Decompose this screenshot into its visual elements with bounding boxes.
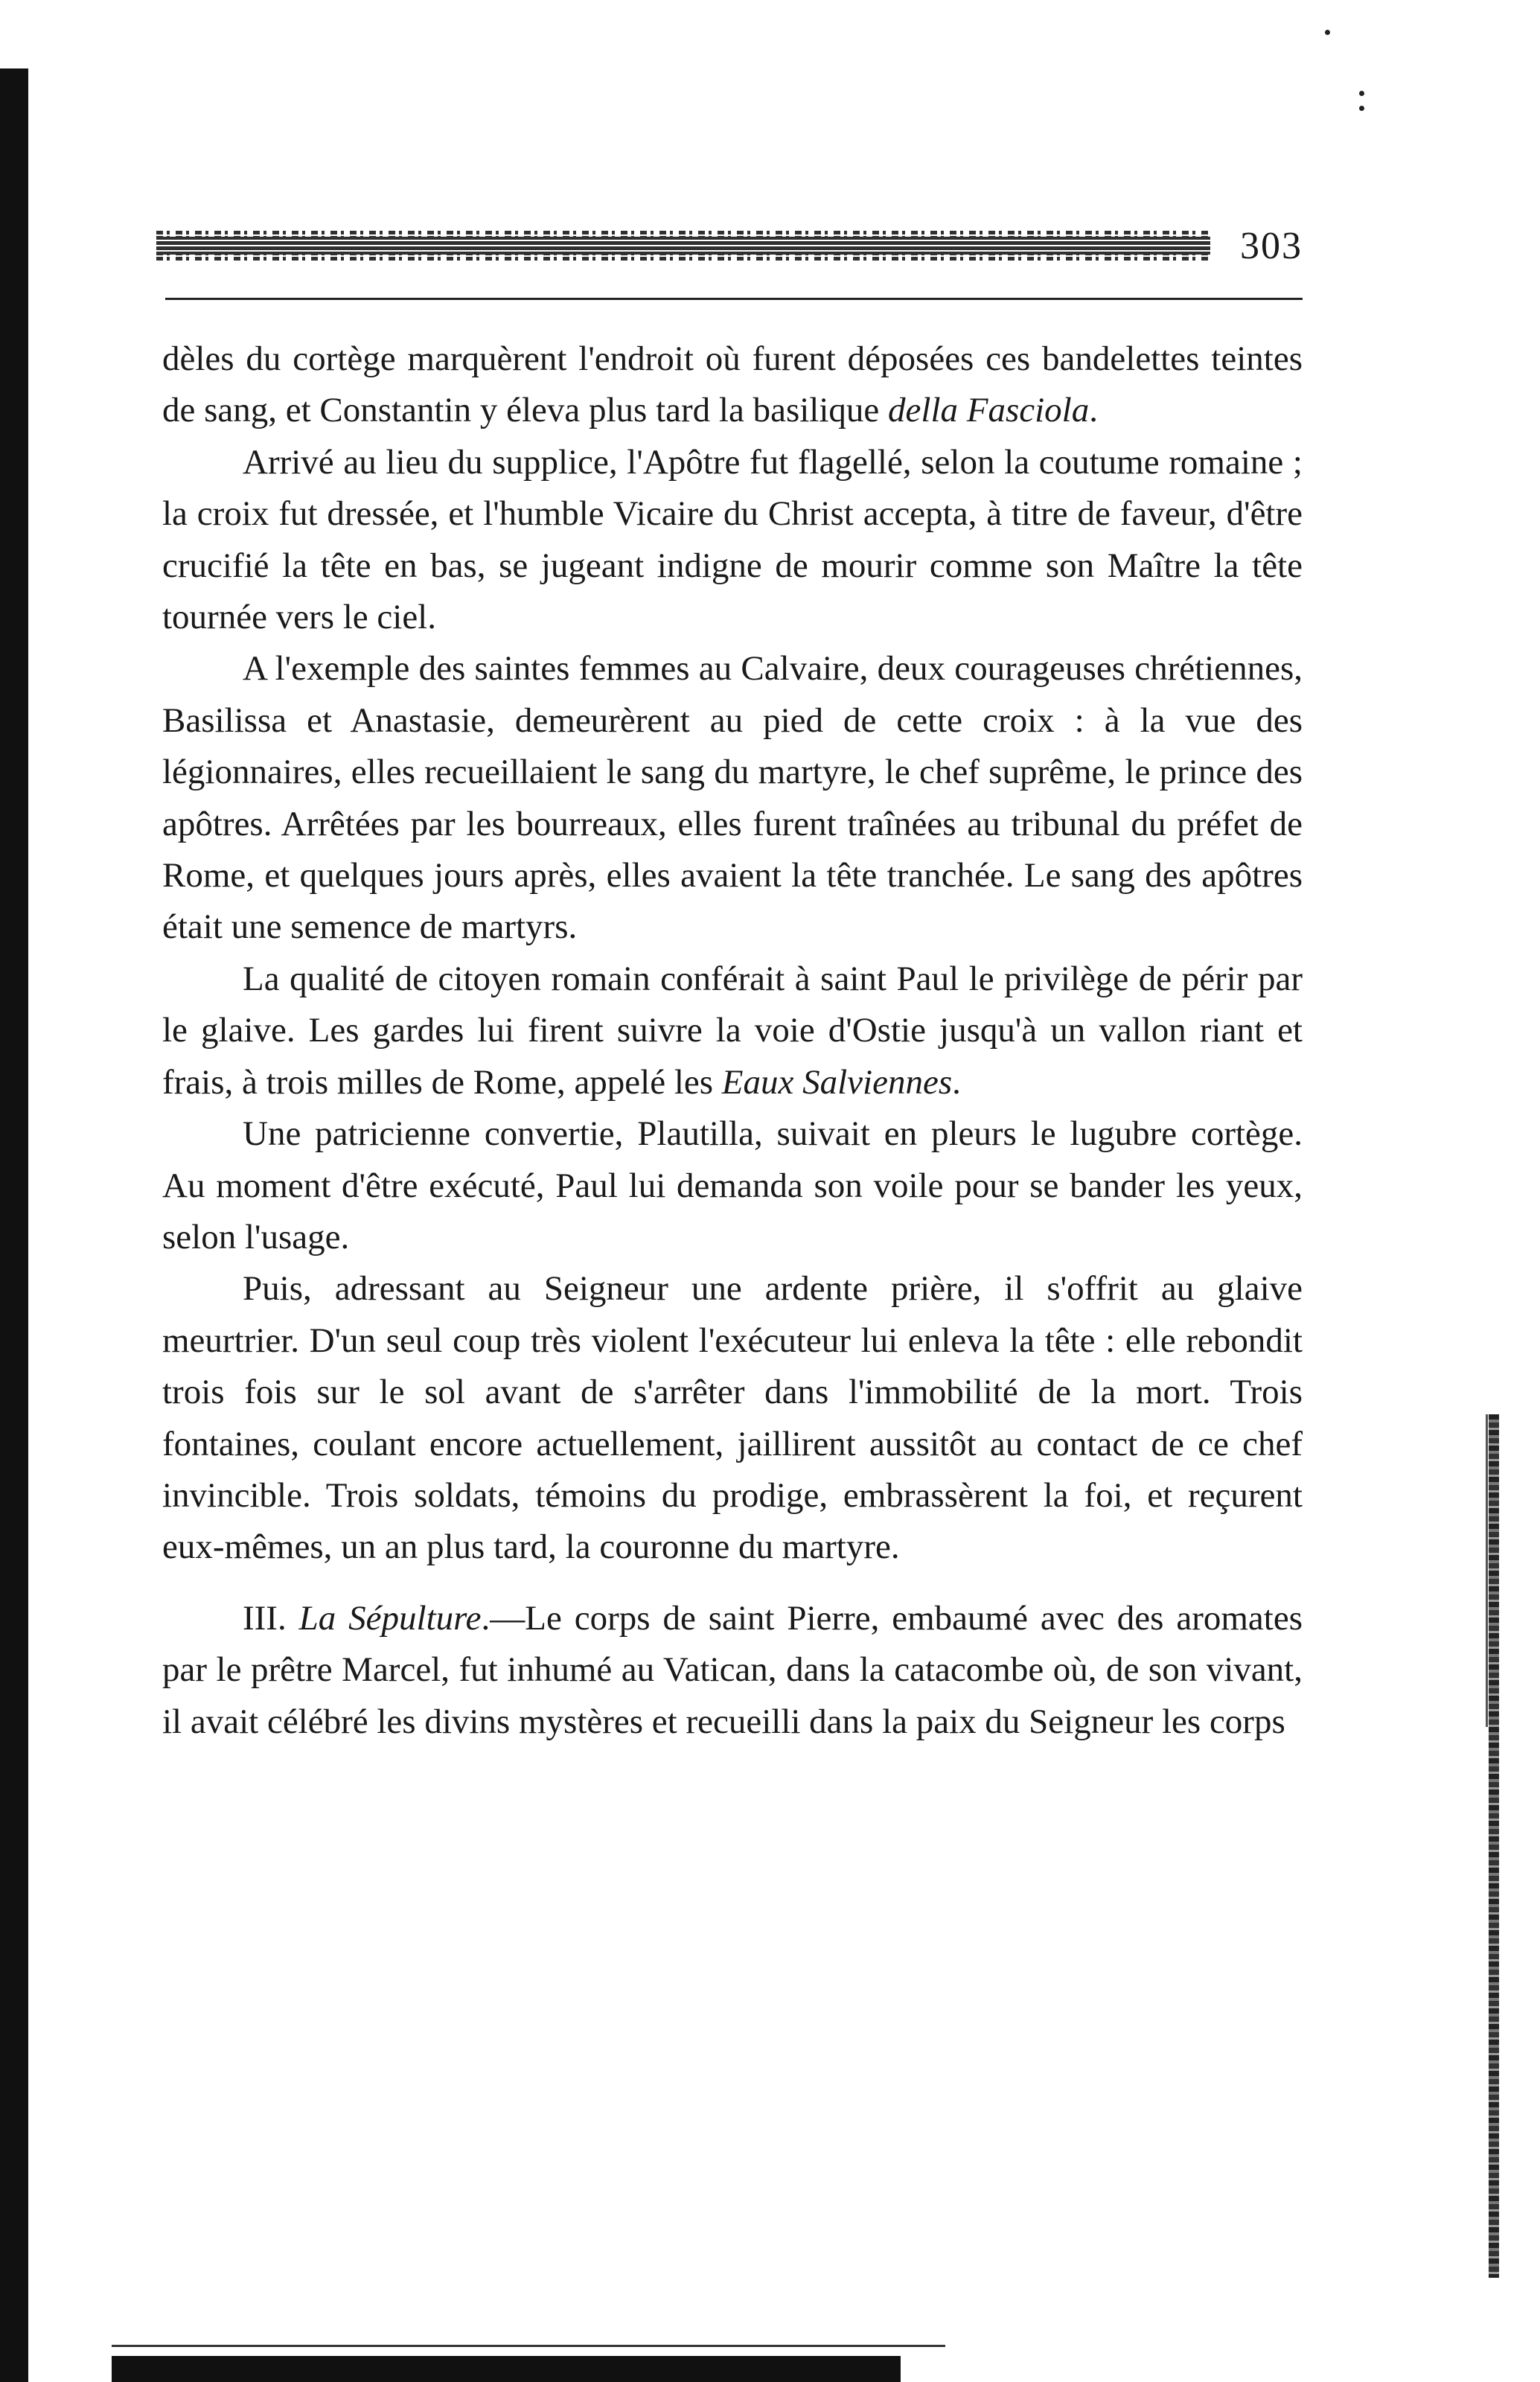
running-title-ornament xyxy=(156,231,1210,261)
paragraph-1 xyxy=(162,333,1303,437)
section-heading-paragraph xyxy=(162,1593,1303,1748)
text-run: La qualité de citoyen romain conférait à saint Paul le privilège de périr par le glaive. Les gardes lui firent suivre la voie d'Ostie jusqu'à un vallon riant et frais, à trois milles de Rome, appelé les xyxy=(162,959,1303,1102)
running-head xyxy=(156,214,1303,277)
text-run: . xyxy=(1089,391,1098,430)
scan-bottom-edge xyxy=(112,2356,901,2382)
text-run: dèles du cortège marquèrent l'endroit où furent déposées ces bandelettes teintes de sang, et Constantin y éleva plus tard la basilique xyxy=(162,339,1303,430)
scan-binding-edge xyxy=(0,68,28,2382)
section-title: La Sépulture xyxy=(298,1598,482,1638)
text-run: .—Le corps de saint Pierre, embaumé avec des aromates par le prêtre Marcel, fut inhumé au Vatican, dans la catacombe où, de son vivant, il avait célébré les divins mystères et recueilli dans la paix du Seigneur les corps xyxy=(162,1598,1303,1741)
scan-speck xyxy=(1325,30,1330,35)
italic-term: Eaux Salviennes xyxy=(721,1062,953,1102)
text-run: . xyxy=(952,1062,961,1102)
scan-page-edge xyxy=(1489,1414,1499,2278)
paragraph-6: Puis, adressant au Seigneur une ardente prière, il s'offrit au glaive meurtrier. D'un seul coup très violent l'exécuteur lui enleva la tête : elle rebondit trois fois sur le sol avant de s'arrêter dans l'immobilité de la mort. Trois fontaines, coulant encore actuellement, jaillirent aussitôt au contact de ce chef invincible. Trois soldats, témoins du prodige, embrassèrent la foi, et reçurent eux-mêmes, un an plus tard, la couronne du martyre. xyxy=(162,1269,1303,1567)
page-number: 303 xyxy=(1240,224,1303,267)
italic-term: della Fasciola xyxy=(888,391,1090,430)
paragraph-5: Une patricienne convertie, Plautilla, suivait en pleurs le lugubre cortège. Au moment d'être exécuté, Paul lui demanda son voile pour se bander les yeux, selon l'usage. xyxy=(162,1114,1303,1257)
paragraph-3: A l'exemple des saintes femmes au Calvaire, deux courageuses chrétiennes, Basilissa et Anastasie, demeurèrent au pied de cette croix : à la vue des légionnaires, elles recueillaient le sang du martyre, le chef suprême, le prince des apôtres. Arrêtées par les bourreaux, elles furent traînées au tribunal du préfet de Rome, et quelques jours après, elles avaient la tête tranchée. Le sang des apôtres était une semence de martyrs. xyxy=(162,649,1303,947)
section-number: III. xyxy=(243,1598,299,1638)
header-rule xyxy=(165,298,1303,300)
scan-page-edge-thin xyxy=(1486,1414,1488,1727)
footer-rule xyxy=(112,2345,945,2347)
paragraph-2: Arrivé au lieu du supplice, l'Apôtre fut flagellé, selon la coutume romaine ; la croix fut dressée, et l'humble Vicaire du Christ accepta, à titre de faveur, d'être crucifié la tête en bas, se jugeant indigne de mourir comme son Maître la tête tournée vers le ciel. xyxy=(162,442,1303,637)
scan-speck xyxy=(1359,91,1364,96)
scan-speck xyxy=(1359,106,1364,111)
paragraph-4 xyxy=(162,954,1303,1108)
body-text xyxy=(162,333,1303,1748)
